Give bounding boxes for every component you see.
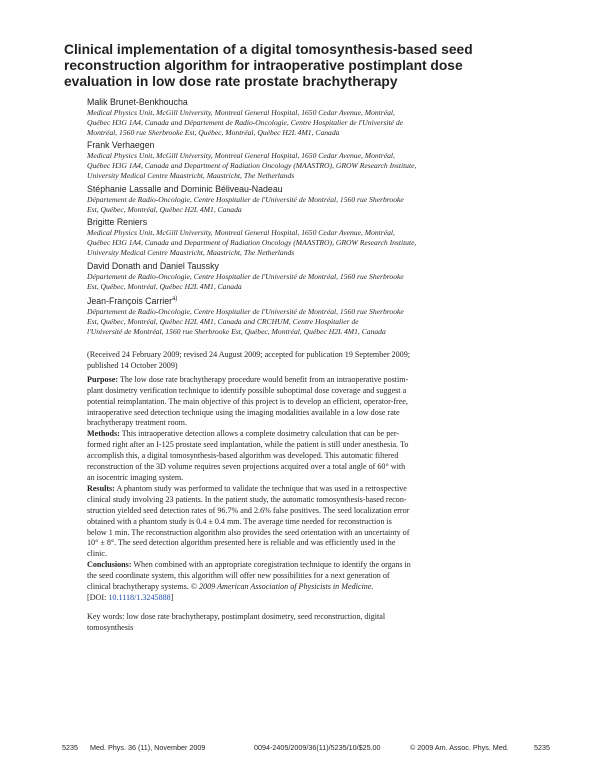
affiliation-line: Québec H3G 1A4, Canada and Département de Radio-Oncologie, Centre Hospitalier de l'Université de bbox=[87, 117, 403, 127]
abstract-line: accomplish this, a digital tomosynthesis-based algorithm was developed. This automatic filtered bbox=[87, 451, 399, 461]
received-dates bbox=[87, 350, 509, 372]
abstract-line: below 1 min. The reconstruction algorithm also provides the seed orientation with an uncertainty of bbox=[87, 527, 410, 537]
abstract-line bbox=[87, 560, 509, 571]
abstract-line-text: This intraoperative detection allows a complete dosimetry calculation that can be per- bbox=[121, 429, 400, 439]
author-name: David Donath and Daniel Taussky bbox=[87, 260, 219, 271]
abstract-line: struction yielded seed detection rates of 96.7% and 2.6% false positives. The seed localization error bbox=[87, 505, 410, 515]
affiliation-line: Québec H3G 1A4, Canada and Department of Radiation Oncology (MAASTRO), GROW Research Institute, bbox=[87, 161, 417, 171]
doi-link[interactable]: 10.1118/1.3245888 bbox=[108, 592, 171, 602]
abstract-line-text: The low dose rate brachytherapy procedure would benefit from an intraoperative postim- bbox=[119, 374, 409, 384]
affiliation-line: Est, Québec, Montréal, Québec H2L 4M1, Canada bbox=[87, 281, 242, 291]
abstract-methods bbox=[87, 429, 509, 484]
abstract-line: 10° ± 8°. The seed detection algorithm presented here is reliable and was efficiently used in the bbox=[87, 538, 396, 548]
abstract-line: intraoperative seed detection technique using the imaging modalities available in a low dose rate bbox=[87, 407, 400, 417]
author-name: Frank Verhaegen bbox=[87, 140, 155, 151]
abstract-line: reconstruction of the 3D volume requires seven projections acquired over a total angle of 60° with bbox=[87, 462, 406, 472]
author-affiliation bbox=[87, 151, 527, 180]
title-line: Clinical implementation of a digital tomosynthesis-based seed bbox=[64, 42, 473, 57]
author-group bbox=[87, 96, 527, 137]
corresponding-author-mark[interactable]: a) bbox=[172, 296, 178, 303]
affiliation-line: Québec H3G 1A4, Canada and Department of Radiation Oncology (MAASTRO), GROW Research Institute, bbox=[87, 238, 417, 248]
affiliation-line: Montréal, 1560 rue Sherbrooke Est, Québec, Montréal, Québec H2L 4M1, Canada bbox=[87, 127, 340, 137]
author-group bbox=[87, 293, 527, 336]
abstract-line: brachytherapy treatment room. bbox=[87, 418, 188, 428]
affiliation-line: Medical Physics Unit, McGill University, Montreal General Hospital, 1650 Cedar Avenue, Montréal, bbox=[87, 151, 395, 161]
abstract-line: formed right after an I-125 prostate seed implantation, while the patient is still under anesthesia. To bbox=[87, 440, 409, 450]
affiliation-line: Medical Physics Unit, McGill University, Montreal General Hospital, 1650 Cedar Avenue, Montréal, bbox=[87, 228, 395, 238]
abstract bbox=[87, 350, 509, 634]
results-label: Results: bbox=[87, 483, 115, 493]
received-line: published 14 October 2009) bbox=[87, 360, 178, 370]
author-name-text: Jean-François Carrier bbox=[87, 296, 173, 307]
abstract-line-text: clinical brachytherapy systems. bbox=[87, 582, 191, 592]
keywords bbox=[87, 612, 509, 634]
received-line: (Received 24 February 2009; revised 24 August 2009; accepted for publication 19 September 2009; bbox=[87, 350, 410, 359]
author-list bbox=[87, 96, 527, 339]
abstract-conclusions bbox=[87, 560, 509, 604]
abstract-line: potential reimplantation. The main objective of this project is to develop an efficient, operator-free, bbox=[87, 396, 408, 406]
abstract-line-text: When combined with an appropriate coregistration technique to identify the organs in bbox=[133, 560, 411, 570]
author-affiliation bbox=[87, 108, 527, 137]
doi-suffix: ] bbox=[170, 592, 174, 602]
footer-copyright: © 2009 Am. Assoc. Phys. Med. bbox=[410, 743, 509, 752]
affiliation-line: University Medical Centre Maastricht, Maastricht, The Netherlands bbox=[87, 170, 295, 180]
doi-prefix: [DOI: bbox=[87, 592, 109, 602]
affiliation-line: Département de Radio-Oncologie, Centre Hospitalier de l'Université de Montréal, 1560 rue Sherbrooke bbox=[87, 194, 404, 204]
title-line: evaluation in low dose rate prostate brachytherapy bbox=[64, 74, 398, 89]
abstract-line bbox=[87, 582, 509, 593]
abstract-line: clinic. bbox=[87, 549, 108, 559]
page-footer bbox=[62, 742, 550, 754]
author-affiliation bbox=[87, 228, 527, 257]
affiliation-line: Est, Québec, Montréal, Québec H2L 4M1, Canada bbox=[87, 204, 242, 214]
affiliation-line: Département de Radio-Oncologie, Centre Hospitalier de l'Université de Montréal, 1560 rue Sherbrooke bbox=[87, 307, 404, 317]
keywords-line: Key words: low dose rate brachytherapy, postimplant dosimetry, seed reconstruction, digital bbox=[87, 611, 386, 621]
author-affiliation bbox=[87, 272, 527, 292]
conclusions-label: Conclusions: bbox=[87, 560, 132, 570]
author-group bbox=[87, 216, 527, 257]
author-affiliation bbox=[87, 307, 527, 336]
doi-line bbox=[87, 593, 509, 604]
article-code: 0094-2405/2009/36(11)/5235/10/$25.00 bbox=[254, 743, 381, 752]
author-affiliation bbox=[87, 195, 527, 215]
affiliation-line: University Medical Centre Maastricht, Maastricht, The Netherlands bbox=[87, 247, 295, 257]
keywords-line: tomosynthesis bbox=[87, 622, 134, 632]
abstract-line: clinical study involving 23 patients. In the patient study, the automatic tomosynthesis-based recon- bbox=[87, 494, 407, 504]
author-group bbox=[87, 139, 527, 180]
abstract-line: the seed coordinate system, this algorithm will offer new possibilities for a next generation of bbox=[87, 571, 390, 581]
abstract-line: plant dosimetry verification technique to identify possible suboptimal dose coverage and suggest a bbox=[87, 385, 407, 395]
abstract-line bbox=[87, 375, 509, 386]
page-number-left: 5235 bbox=[62, 743, 78, 752]
title-line: reconstruction algorithm for intraoperative postimplant dose bbox=[64, 58, 463, 73]
page-number-right: 5235 bbox=[534, 743, 550, 752]
affiliation-line: Est, Québec, Montréal, Québec H2L 4M1, Canada and CRCHUM, Centre Hospitalier de bbox=[87, 317, 359, 327]
affiliation-line: l'Université de Montréal, 1560 rue Sherbrooke Est, Québec, Montréal, Québec H2L 4M1, Canada bbox=[87, 326, 386, 336]
article-title bbox=[64, 42, 534, 90]
abstract-line: an isocentric imaging system. bbox=[87, 472, 184, 482]
affiliation-line: Département de Radio-Oncologie, Centre Hospitalier de l'Université de Montréal, 1560 rue Sherbrooke bbox=[87, 271, 404, 281]
methods-label: Methods: bbox=[87, 429, 120, 439]
abstract-line bbox=[87, 484, 509, 495]
abstract-line bbox=[87, 429, 509, 440]
abstract-line: obtained with a phantom study is 0.4 ± 0.4 mm. The average time needed for reconstruction is bbox=[87, 516, 392, 526]
copyright-note: © 2009 American Association of Physicists in Medicine. bbox=[190, 582, 374, 592]
author-group bbox=[87, 183, 527, 215]
abstract-line-text: A phantom study was performed to validate the technique that was used in a retrospective bbox=[116, 483, 407, 493]
abstract-results bbox=[87, 484, 509, 560]
author-name: Malik Brunet-Benkhoucha bbox=[87, 97, 188, 107]
abstract-purpose bbox=[87, 375, 509, 430]
journal-citation: Med. Phys. 36 (11), November 2009 bbox=[90, 743, 206, 752]
purpose-label: Purpose: bbox=[87, 374, 119, 384]
author-name: Brigitte Reniers bbox=[87, 217, 148, 228]
affiliation-line: Medical Physics Unit, McGill University, Montreal General Hospital, 1650 Cedar Avenue, Montréal, bbox=[87, 108, 395, 117]
author-group bbox=[87, 260, 527, 292]
author-name: Stéphanie Lassalle and Dominic Béliveau-Nadeau bbox=[87, 183, 283, 194]
author-name bbox=[87, 293, 527, 307]
